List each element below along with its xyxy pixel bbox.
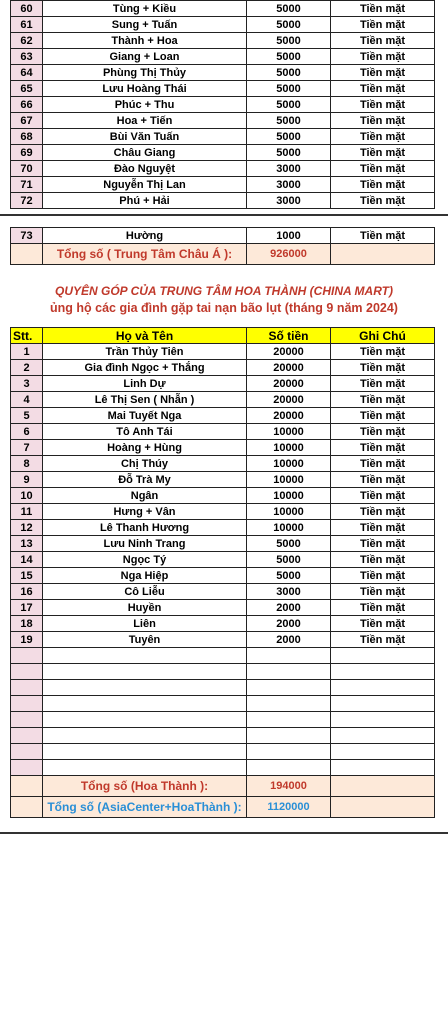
donation-amount [247, 712, 331, 728]
donation-note: Tiền mặt [331, 97, 435, 113]
table-row [11, 536, 435, 552]
donation-amount: 20000 [247, 360, 331, 376]
donation-note: Tiền mặt [331, 408, 435, 424]
total-row-value: 194000 [247, 776, 331, 797]
donation-note: Tiền mặt [331, 536, 435, 552]
row-number: 6 [11, 424, 43, 440]
row-number: 70 [11, 161, 43, 177]
donation-amount: 5000 [247, 65, 331, 81]
donation-note [331, 712, 435, 728]
donation-amount: 5000 [247, 97, 331, 113]
donation-amount: 20000 [247, 376, 331, 392]
table-row [11, 440, 435, 456]
donor-name [43, 696, 247, 712]
row-number: 68 [11, 129, 43, 145]
header-note: Ghi Chú [331, 328, 435, 344]
donor-name: Hoa + Tiến [43, 113, 247, 129]
donation-note: Tiền mặt [331, 392, 435, 408]
donation-note [331, 696, 435, 712]
donation-note: Tiền mặt [331, 49, 435, 65]
row-number [11, 696, 43, 712]
empty-row [11, 712, 435, 728]
donation-amount: 20000 [247, 344, 331, 360]
donation-amount: 5000 [247, 49, 331, 65]
donor-name [43, 648, 247, 664]
donation-amount: 10000 [247, 472, 331, 488]
divider [0, 214, 448, 216]
row-number: 14 [11, 552, 43, 568]
grand-total-row-label: Tổng số (AsiaCenter+HoaThành ): [43, 797, 247, 818]
table-row [11, 344, 435, 360]
empty-row [11, 648, 435, 664]
empty-row [11, 744, 435, 760]
donor-name: Gia đình Ngọc + Thắng [43, 360, 247, 376]
header-name: Họ và Tên [43, 328, 247, 344]
donation-amount: 10000 [247, 456, 331, 472]
donation-amount [247, 648, 331, 664]
row-number: 3 [11, 376, 43, 392]
table-header-row [11, 328, 435, 344]
donor-name: Phú + Hải [43, 193, 247, 209]
grand-total-row [11, 797, 435, 818]
empty-cell [331, 776, 435, 797]
donation-note [331, 728, 435, 744]
divider [0, 832, 448, 834]
donation-amount: 2000 [247, 632, 331, 648]
empty-row [11, 696, 435, 712]
donation-note: Tiền mặt [331, 360, 435, 376]
donation-amount: 3000 [247, 584, 331, 600]
donation-table-part1 [10, 0, 435, 209]
donation-amount: 10000 [247, 440, 331, 456]
donation-amount: 5000 [247, 536, 331, 552]
table-row [11, 228, 435, 244]
total-row [11, 244, 435, 265]
row-number [11, 760, 43, 776]
donation-amount [247, 760, 331, 776]
row-number [11, 712, 43, 728]
donation-amount [247, 696, 331, 712]
table-row [11, 632, 435, 648]
total-row [11, 776, 435, 797]
row-number: 71 [11, 177, 43, 193]
table-row [11, 49, 435, 65]
donor-name: Đào Nguyệt [43, 161, 247, 177]
donor-name: Hoàng + Hùng [43, 440, 247, 456]
donor-name: Mai Tuyết Nga [43, 408, 247, 424]
donor-name: Lưu Hoàng Thái [43, 81, 247, 97]
total-row-label: Tổng số (Hoa Thành ): [43, 776, 247, 797]
donor-name: Tô Anh Tái [43, 424, 247, 440]
donation-note: Tiền mặt [331, 113, 435, 129]
table-row [11, 552, 435, 568]
donation-amount: 5000 [247, 568, 331, 584]
donation-amount: 1000 [247, 228, 331, 244]
donor-name [43, 712, 247, 728]
donation-note: Tiền mặt [331, 129, 435, 145]
donation-note: Tiền mặt [331, 161, 435, 177]
row-number: 7 [11, 440, 43, 456]
row-number: 8 [11, 456, 43, 472]
table-row [11, 520, 435, 536]
row-number: 10 [11, 488, 43, 504]
row-number: 18 [11, 616, 43, 632]
donation-note: Tiền mặt [331, 376, 435, 392]
row-number: 5 [11, 408, 43, 424]
empty-row [11, 664, 435, 680]
donor-name: Chị Thúy [43, 456, 247, 472]
donor-name: Bùi Văn Tuấn [43, 129, 247, 145]
donation-note [331, 680, 435, 696]
donation-note: Tiền mặt [331, 33, 435, 49]
donation-note: Tiền mặt [331, 344, 435, 360]
row-number: 62 [11, 33, 43, 49]
donation-amount [247, 744, 331, 760]
donation-amount: 5000 [247, 129, 331, 145]
donor-name: Lưu Ninh Trang [43, 536, 247, 552]
table-row [11, 392, 435, 408]
donor-name: Lê Thanh Hương [43, 520, 247, 536]
table-row [11, 17, 435, 33]
table-row [11, 424, 435, 440]
donation-amount: 10000 [247, 424, 331, 440]
donation-note: Tiền mặt [331, 568, 435, 584]
table-row [11, 1, 435, 17]
header-stt: Stt. [11, 328, 43, 344]
row-number: 63 [11, 49, 43, 65]
row-number [11, 680, 43, 696]
table-row [11, 65, 435, 81]
table-row [11, 600, 435, 616]
donor-name: Hường [43, 228, 247, 244]
row-number: 73 [11, 228, 43, 244]
section-subtitle: ủng hộ các gia đình gặp tai nạn bão lụt (tháng 9 năm 2024) [50, 301, 398, 315]
donation-amount: 10000 [247, 520, 331, 536]
donation-note [331, 648, 435, 664]
donation-note: Tiền mặt [331, 424, 435, 440]
donor-name: Tuyên [43, 632, 247, 648]
donation-note: Tiền mặt [331, 17, 435, 33]
donor-name: Giang + Loan [43, 49, 247, 65]
donation-note [331, 760, 435, 776]
table-row [11, 193, 435, 209]
donor-name: Lê Thị Sen ( Nhẫn ) [43, 392, 247, 408]
donation-amount: 5000 [247, 552, 331, 568]
donor-name: Đỗ Trà My [43, 472, 247, 488]
donor-name: Nguyễn Thị Lan [43, 177, 247, 193]
row-number: 17 [11, 600, 43, 616]
total-label: Tổng số ( Trung Tâm Châu Á ): [43, 244, 247, 265]
donor-name [43, 744, 247, 760]
table-row [11, 81, 435, 97]
row-number: 66 [11, 97, 43, 113]
donation-table-hoa-thanh [10, 327, 435, 818]
donation-amount: 5000 [247, 81, 331, 97]
donor-name: Huyền [43, 600, 247, 616]
row-number: 11 [11, 504, 43, 520]
donor-name: Liên [43, 616, 247, 632]
donation-amount: 5000 [247, 17, 331, 33]
donation-note: Tiền mặt [331, 600, 435, 616]
table-row [11, 145, 435, 161]
row-number: 9 [11, 472, 43, 488]
row-number: 4 [11, 392, 43, 408]
donation-amount: 3000 [247, 177, 331, 193]
table-row [11, 97, 435, 113]
table-row [11, 408, 435, 424]
donor-name: Nga Hiệp [43, 568, 247, 584]
donor-name [43, 680, 247, 696]
row-number [11, 728, 43, 744]
row-number: 65 [11, 81, 43, 97]
donation-amount: 20000 [247, 392, 331, 408]
row-number: 69 [11, 145, 43, 161]
donor-name: Thành + Hoa [43, 33, 247, 49]
table-row [11, 113, 435, 129]
donor-name [43, 664, 247, 680]
empty-row [11, 728, 435, 744]
table-row [11, 488, 435, 504]
donation-amount: 3000 [247, 193, 331, 209]
row-number: 67 [11, 113, 43, 129]
donation-amount: 3000 [247, 161, 331, 177]
donation-note: Tiền mặt [331, 456, 435, 472]
table-row [11, 584, 435, 600]
total-value: 926000 [247, 244, 331, 265]
donation-table-part2 [10, 227, 435, 265]
donation-note: Tiền mặt [331, 520, 435, 536]
row-number: 19 [11, 632, 43, 648]
donor-name: Sung + Tuấn [43, 17, 247, 33]
donor-name: Hưng + Vân [43, 504, 247, 520]
row-number: 2 [11, 360, 43, 376]
empty-cell [331, 797, 435, 818]
grand-total-row-value: 1120000 [247, 797, 331, 818]
table-row [11, 456, 435, 472]
table-row [11, 504, 435, 520]
donation-note: Tiền mặt [331, 472, 435, 488]
row-number [11, 744, 43, 760]
section-title: QUYÊN GÓP CỦA TRUNG TÂM HOA THÀNH (CHINA MART) [55, 284, 393, 298]
donation-note: Tiền mặt [331, 228, 435, 244]
row-number: 12 [11, 520, 43, 536]
table-row [11, 568, 435, 584]
row-number [11, 664, 43, 680]
table-row [11, 360, 435, 376]
donation-note: Tiền mặt [331, 632, 435, 648]
donation-note: Tiền mặt [331, 145, 435, 161]
donation-note: Tiền mặt [331, 81, 435, 97]
donor-name [43, 760, 247, 776]
donor-name: Ngọc Tý [43, 552, 247, 568]
donation-amount: 20000 [247, 408, 331, 424]
donation-note: Tiền mặt [331, 488, 435, 504]
donor-name: Phùng Thị Thủy [43, 65, 247, 81]
donation-amount: 2000 [247, 616, 331, 632]
donor-name: Phúc + Thu [43, 97, 247, 113]
donation-note: Tiền mặt [331, 440, 435, 456]
donation-amount: 10000 [247, 488, 331, 504]
row-number: 64 [11, 65, 43, 81]
donation-note: Tiền mặt [331, 552, 435, 568]
donation-amount [247, 680, 331, 696]
row-number [11, 648, 43, 664]
donation-note: Tiền mặt [331, 584, 435, 600]
donor-name: Trần Thủy Tiên [43, 344, 247, 360]
table-row [11, 161, 435, 177]
table-row [11, 33, 435, 49]
donation-amount: 5000 [247, 145, 331, 161]
row-number: 1 [11, 344, 43, 360]
donation-note: Tiền mặt [331, 177, 435, 193]
row-number: 15 [11, 568, 43, 584]
donation-amount: 5000 [247, 113, 331, 129]
row-number: 60 [11, 1, 43, 17]
empty-row [11, 760, 435, 776]
donation-amount: 5000 [247, 1, 331, 17]
row-number: 61 [11, 17, 43, 33]
donation-note: Tiền mặt [331, 616, 435, 632]
donor-name [43, 728, 247, 744]
donor-name: Châu Giang [43, 145, 247, 161]
table-row [11, 129, 435, 145]
donation-amount: 10000 [247, 504, 331, 520]
empty-cell [11, 776, 43, 797]
table-row [11, 616, 435, 632]
donor-name: Cô Liễu [43, 584, 247, 600]
donation-note: Tiền mặt [331, 193, 435, 209]
donation-note [331, 744, 435, 760]
donation-amount [247, 664, 331, 680]
row-number: 72 [11, 193, 43, 209]
table-row [11, 376, 435, 392]
empty-row [11, 680, 435, 696]
table-row [11, 472, 435, 488]
row-number: 16 [11, 584, 43, 600]
donor-name: Linh Dự [43, 376, 247, 392]
empty-cell [11, 797, 43, 818]
donation-amount: 2000 [247, 600, 331, 616]
donation-note [331, 664, 435, 680]
donor-name: Ngân [43, 488, 247, 504]
donation-amount: 5000 [247, 33, 331, 49]
donation-note: Tiền mặt [331, 504, 435, 520]
donor-name: Tùng + Kiều [43, 1, 247, 17]
donation-amount [247, 728, 331, 744]
donation-note: Tiền mặt [331, 1, 435, 17]
table-row [11, 177, 435, 193]
row-number: 13 [11, 536, 43, 552]
donation-note: Tiền mặt [331, 65, 435, 81]
header-amount: Số tiền [247, 328, 331, 344]
